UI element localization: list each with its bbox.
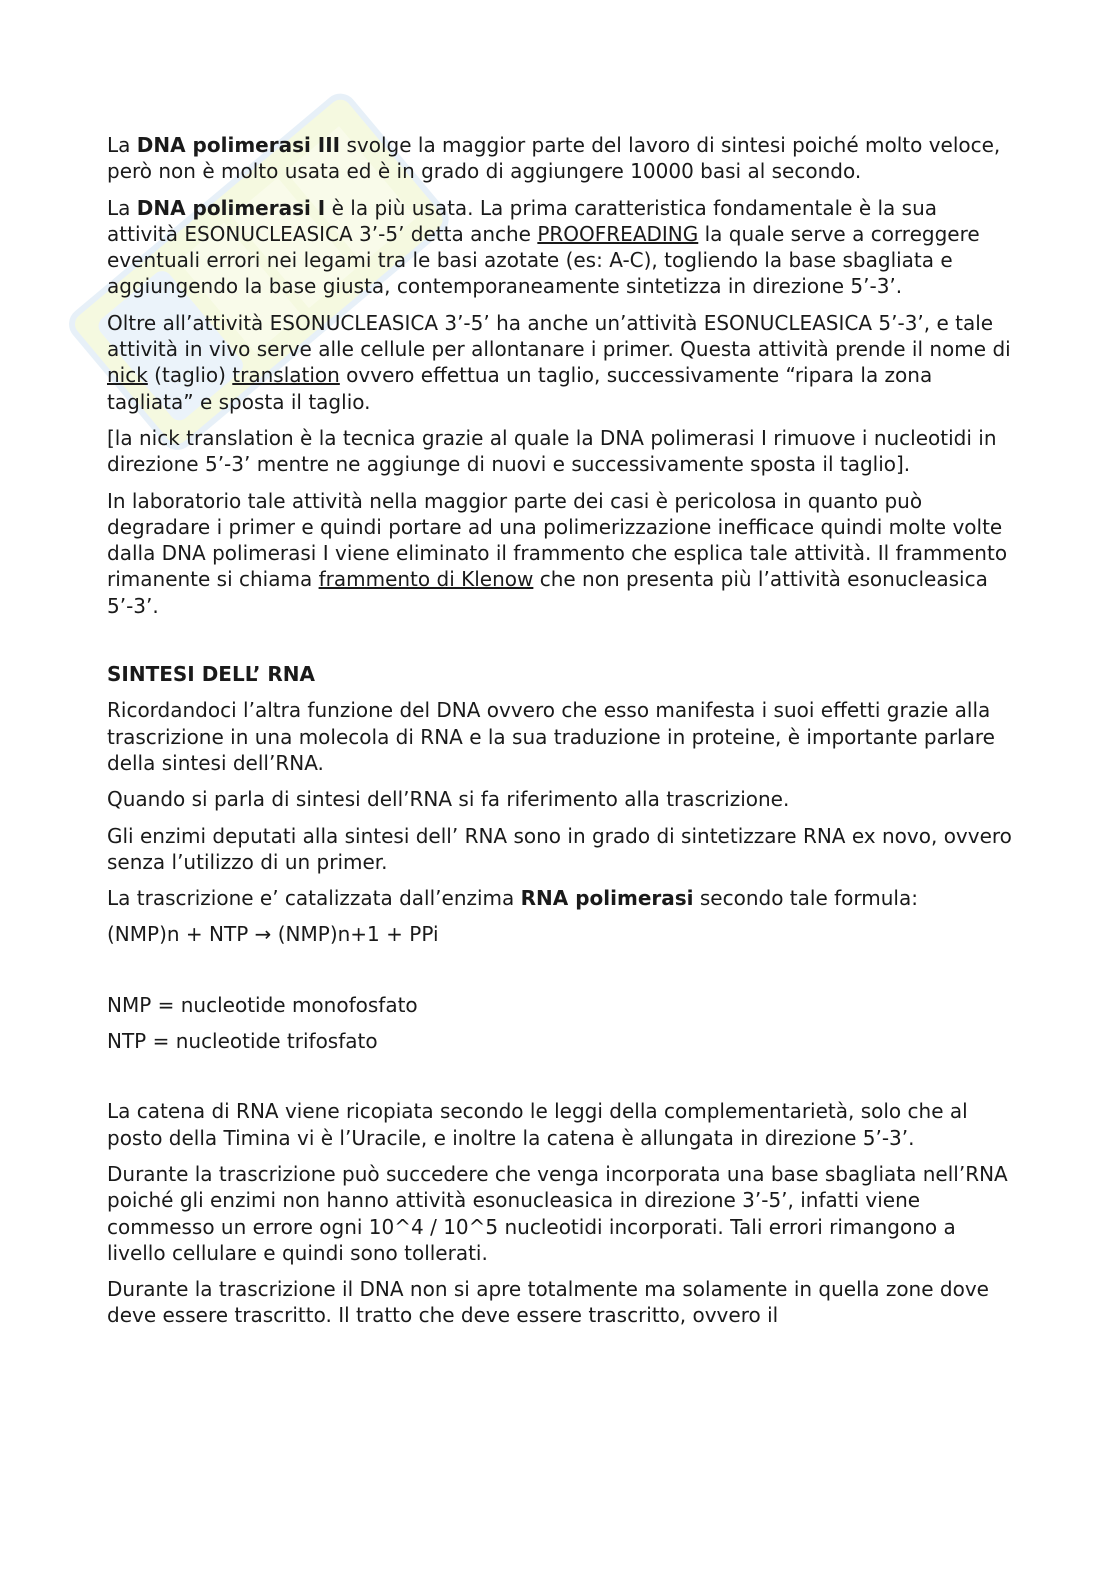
paragraph: Ricordandoci l’altra funzione del DNA ovvero che esso manifesta i suoi effetti grazie alla trascrizione in una molecola di RNA e la sua traduzione in proteine, è importante parlare della sintesi dell’RNA. (107, 698, 995, 775)
definition-nmp: NMP = nucleotide monofosfato (107, 992, 418, 1017)
formula: (NMP)n + NTP → (NMP)n+1 + PPi (107, 922, 439, 947)
paragraph: La DNA polimerasi III svolge la maggior parte del lavoro di sintesi poiché molto veloce, però non è molto usata ed è in grado di aggiungere 10000 basi al secondo. (107, 133, 1001, 184)
paragraph: Quando si parla di sintesi dell’RNA si fa riferimento alla trascrizione. (107, 787, 790, 812)
paragraph: La DNA polimerasi I è la più usata. La prima caratteristica fondamentale è la sua attività ESONUCLEASICA 3’-5’ detta anche PROOFREADING la quale serve a correggere eventuali errori nei legami tra le basi azotate (es: A-C), togliendo la base sbagliata e aggiungendo la base giusta, contemporaneamente sintetizza in direzione 5’-3’. (107, 195, 980, 299)
paragraph: Gli enzimi deputati alla sintesi dell’ RNA sono in grado di sintetizzare RNA ex novo, ovvero senza l’utilizzo di un primer. (107, 823, 1012, 874)
paragraph: [la nick translation è la tecnica grazie al quale la DNA polimerasi I rimuove i nucleotidi in direzione 5’-3’ mentre ne aggiunge di nuovi e successivamente sposta il taglio]. (107, 425, 997, 477)
paragraph: La trascrizione e’ catalizzata dall’enzima RNA polimerasi secondo tale formula: (107, 886, 918, 911)
paragraph: Durante la trascrizione può succedere che venga incorporata una base sbagliata nell’RNA poiché gli enzimi non hanno attività esonucleasica in direzione 3’-5’, infatti viene commesso un errore ogni 10^4 / 10^5 nucleotidi incorporati. Tali errori rimangono a livello cellulare e quindi sono tollerati. (107, 1161, 1008, 1265)
paragraph: La catena di RNA viene ricopiata secondo le leggi della complementarietà, solo che al posto della Timina vi è l’Uracile, e inoltre la catena è allungata in direzione 5’-3’. (107, 1099, 968, 1150)
paragraph: Durante la trascrizione il DNA non si apre totalmente ma solamente in quella zone dove deve essere trascritto. Il tratto che deve essere trascritto, ovvero il (107, 1277, 989, 1328)
paragraph: In laboratorio tale attività nella maggior parte dei casi è pericolosa in quanto può degradare i primer e quindi portare ad una polimerizzazione inefficace quindi molte volte dalla DNA polimerasi I viene eliminato il frammento che esplica tale attività. Il frammento rimanente si chiama frammento di Klenow che non presenta più l’attività esonucleasica 5’-3’. (107, 488, 1008, 618)
section-heading: SINTESI DELL’ RNA (107, 662, 316, 687)
definition-ntp: NTP = nucleotide trifosfato (107, 1029, 378, 1054)
paragraph: Oltre all’attività ESONUCLEASICA 3’-5’ ha anche un’attività ESONUCLEASICA 5’-3’, e tale attività in vivo serve alle cellule per allontanare i primer. Questa attività prende il nome di nick (taglio) translation ovvero effettua un taglio, successivamente “ripara la zona tagliata” e sposta il taglio. (107, 310, 1011, 414)
document-body (107, 132, 1012, 1339)
